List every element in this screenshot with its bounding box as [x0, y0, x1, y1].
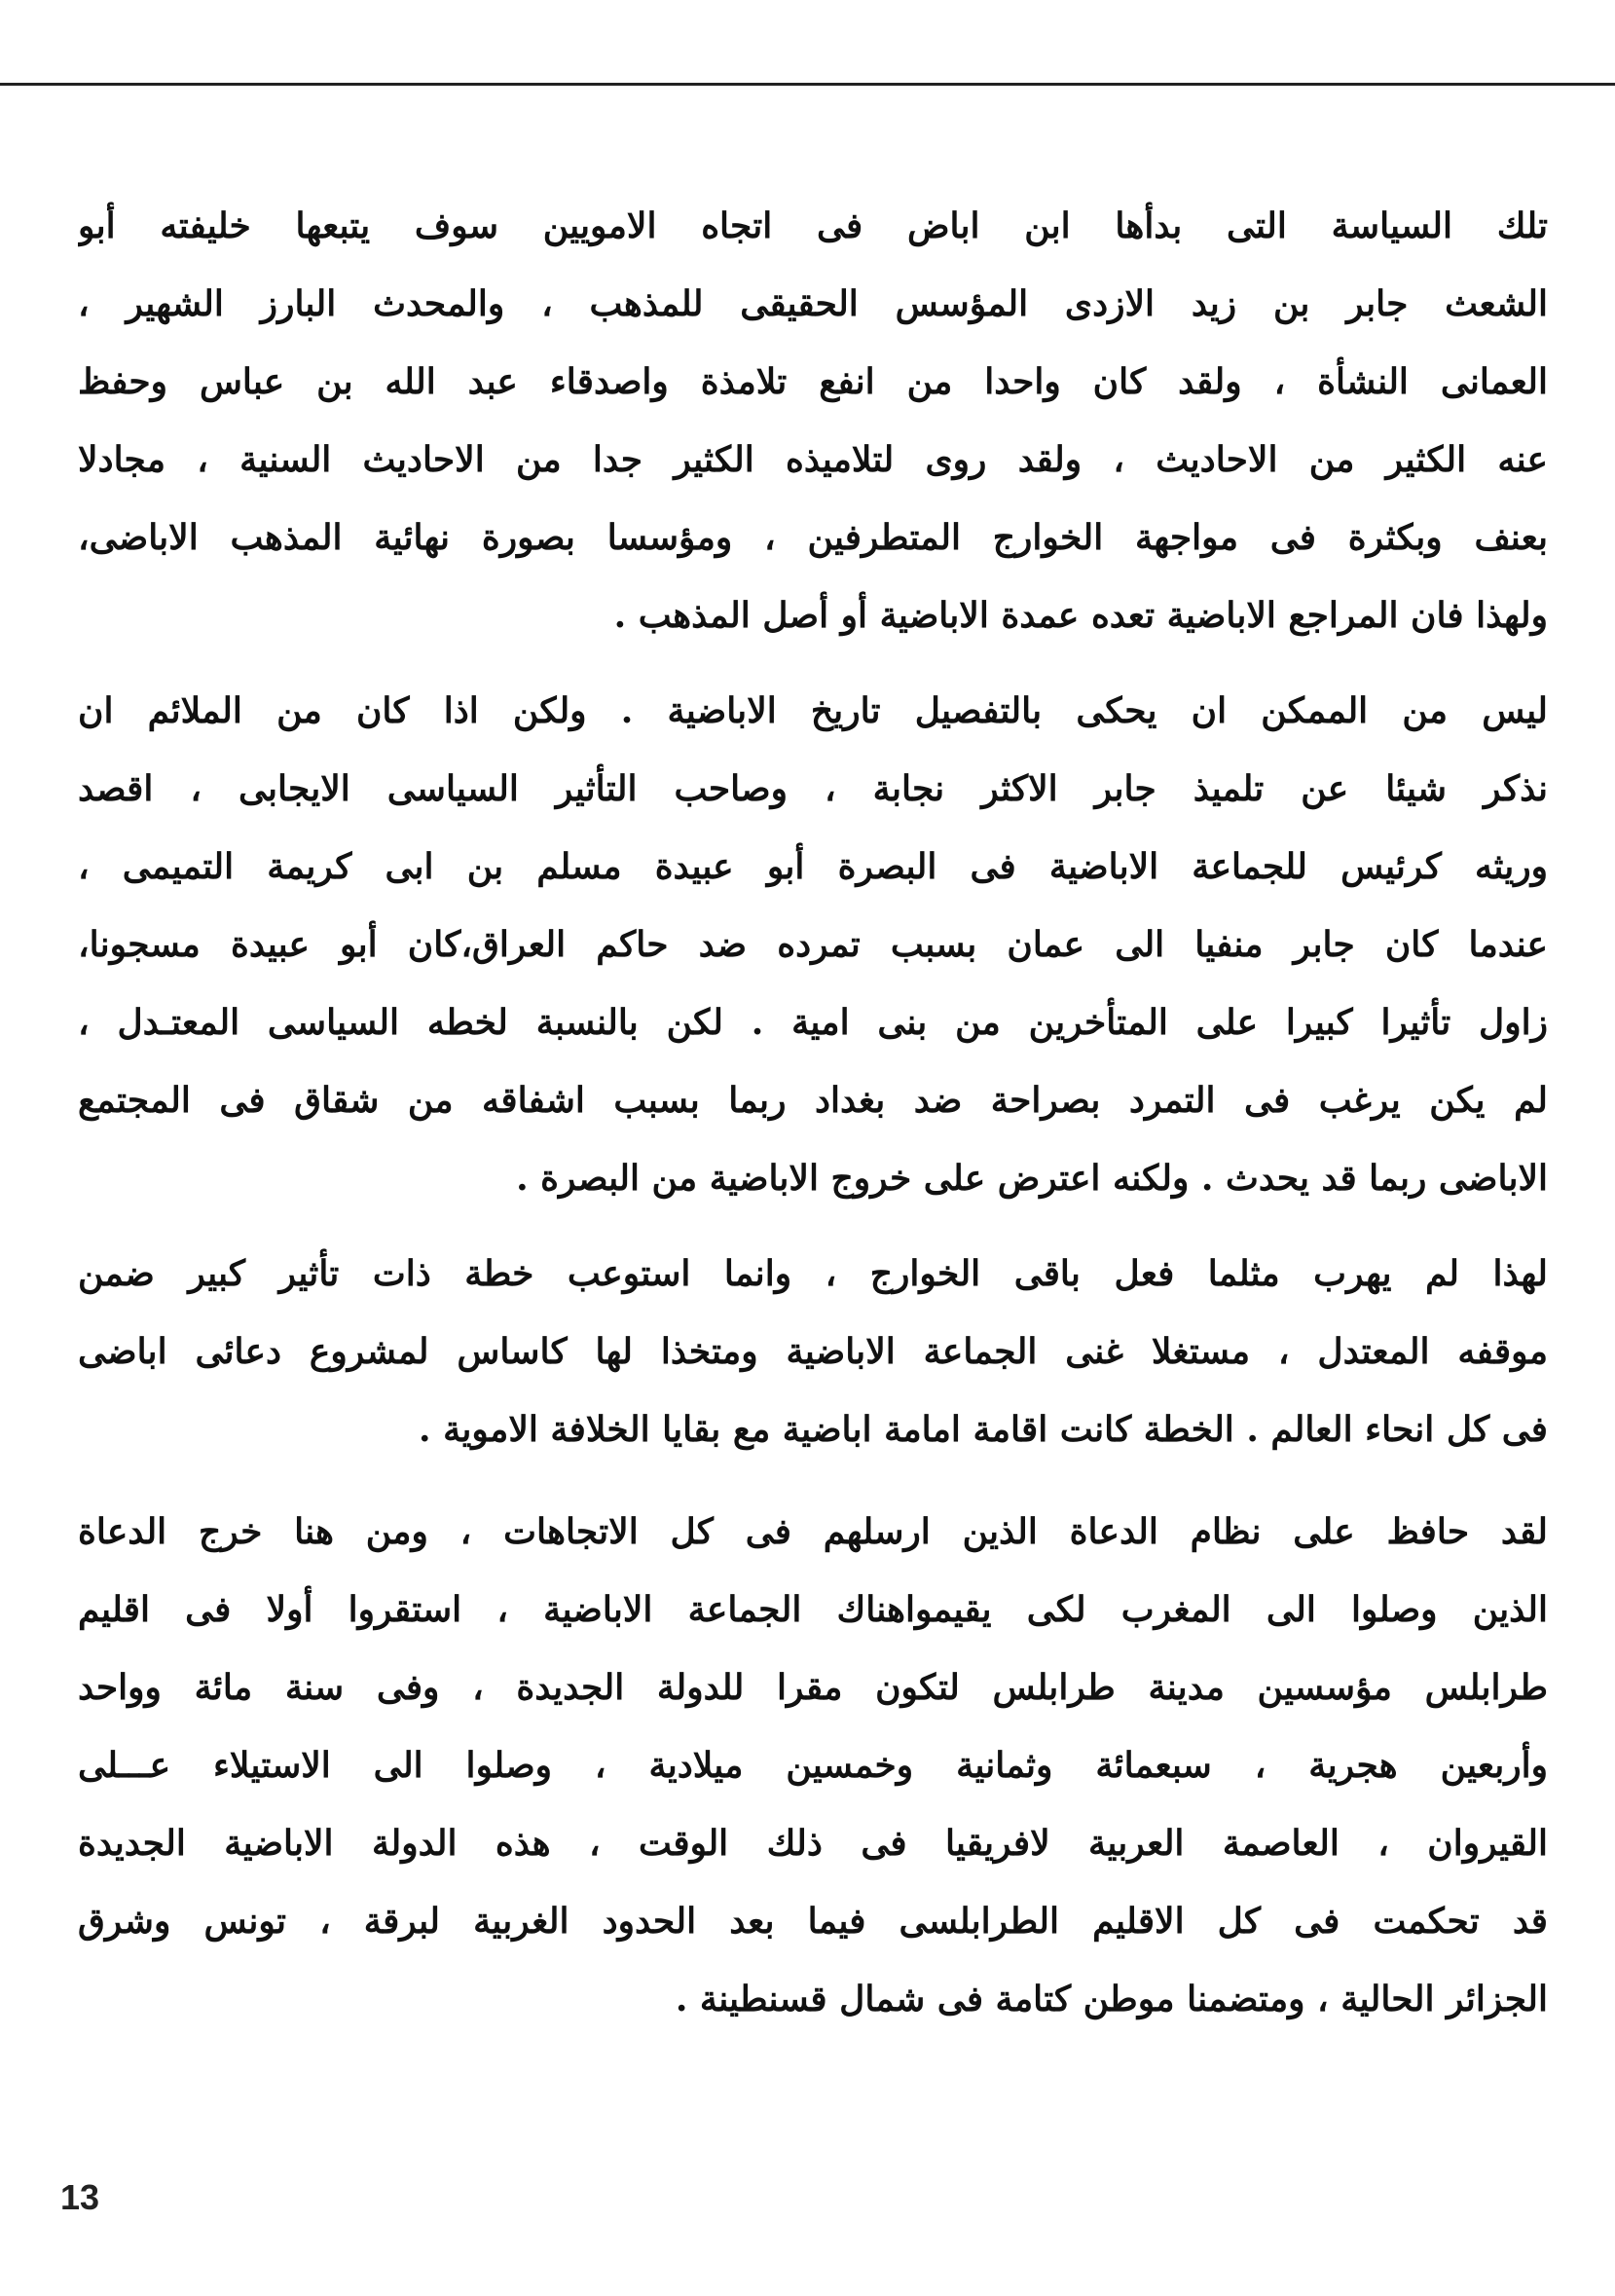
- text-line: لهذا لم يهرب مثلما فعل باقى الخوارج ، وانما استوعب خطة ذات تأثير كبير ضمن: [78, 1253, 1548, 1294]
- text-line: نذكر شيئا عن تلميذ جابر الاكثر نجابة ، وصاحب التأثير السياسى الايجابى ، اقصد: [78, 768, 1548, 809]
- text-line: العمانى النشأة ، ولقد كان واحدا من انفع تلامذة واصدقاء عبد الله بن عباس وحفظ: [78, 361, 1548, 402]
- paragraph-2: [78, 672, 1548, 1217]
- paragraph-1: [78, 187, 1548, 654]
- text-line: وأربعين هجرية ، سبعمائة وثمانية وخمسين ميلادية ، وصلوا الى الاستيلاء عـــلى: [78, 1745, 1548, 1786]
- text-line: فى كل انحاء العالم . الخطة كانت اقامة امامة اباضية مع بقايا الخلافة الاموية .: [419, 1409, 1548, 1450]
- text-line: الاباضى ربما قد يحدث . ولكنه اعترض على خروج الاباضية من البصرة .: [516, 1158, 1548, 1199]
- text-line: ولهذا فان المراجع الاباضية تعده عمدة الاباضية أو أصل المذهب .: [613, 595, 1548, 636]
- text-line: الجزائر الحالية ، ومتضمنا موطن كتامة فى شمال قسنطينة .: [675, 1979, 1548, 2019]
- text-line: وريثه كرئيس للجماعة الاباضية فى البصرة أبو عبيدة مسلم بن ابى كريمة التميمى ،: [78, 846, 1548, 887]
- text-line: الذين وصلوا الى المغرب لكى يقيمواهناك الجماعة الاباضية ، استقروا أولا فى اقليم: [78, 1589, 1548, 1630]
- text-line: تلك السياسة التى بدأها ابن اباض فى اتجاه الامويين سوف يتبعها خليفته أبو: [78, 205, 1548, 246]
- text-line: عندما كان جابر منفيا الى عمان بسبب تمرده ضد حاكم العراق،كان أبو عبيدة مسجونا،: [78, 924, 1548, 965]
- page-number: 13: [60, 2177, 100, 2217]
- text-line: بعنف وبكثرة فى مواجهة الخوارج المتطرفين ، ومؤسسا بصورة نهائية المذهب الاباضى،: [78, 517, 1548, 558]
- text-line: القيروان ، العاصمة العربية لافريقيا فى ذلك الوقت ، هذه الدولة الاباضية الجديدة: [78, 1823, 1548, 1864]
- top-rule: [0, 83, 1615, 86]
- paragraph-3: [78, 1235, 1548, 1468]
- text-line: ليس من الممكن ان يحكى بالتفصيل تاريخ الاباضية . ولكن اذا كان من الملائم ان: [78, 690, 1548, 731]
- text-line: لقد حافظ على نظام الدعاة الذين ارسلهم فى كل الاتجاهات ، ومن هنا خرج الدعاة: [78, 1511, 1548, 1552]
- text-line: طرابلس مؤسسين مدينة طرابلس لتكون مقرا للدولة الجديدة ، وفى سنة مائة وواحد: [78, 1667, 1548, 1708]
- text-line: عنه الكثير من الاحاديث ، ولقد روى لتلاميذه الكثير جدا من الاحاديث السنية ، مجادلا: [78, 439, 1548, 480]
- text-line: قد تحكمت فى كل الاقليم الطرابلسى فيما بعد الحدود الغربية لبرقة ، تونس وشرق: [78, 1901, 1548, 1942]
- text-line: موقفه المعتدل ، مستغلا غنى الجماعة الاباضية ومتخذا لها كاساس لمشروع دعائى اباضى: [78, 1331, 1548, 1372]
- text-line: زاول تأثيرا كبيرا على المتأخرين من بنى امية . لكن بالنسبة لخطه السياسى المعتـدل ،: [78, 1002, 1548, 1043]
- paragraph-4: [78, 1493, 1548, 2038]
- text-line: لم يكن يرغب فى التمرد بصراحة ضد بغداد ربما بسبب اشفاقه من شقاق فى المجتمع: [78, 1080, 1548, 1121]
- text-line: الشعث جابر بن زيد الازدى المؤسس الحقيقى للمذهب ، والمحدث البارز الشهير ،: [78, 283, 1548, 324]
